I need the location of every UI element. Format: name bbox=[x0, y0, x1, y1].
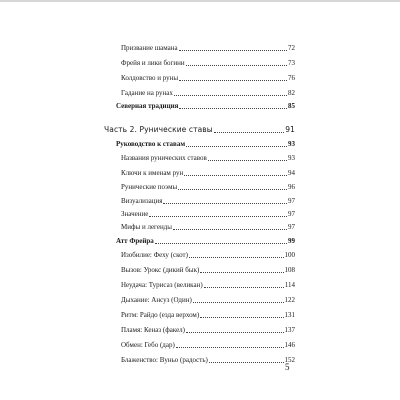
toc-section bbox=[116, 140, 295, 148]
toc-entry-page: 122 bbox=[284, 296, 295, 304]
toc-entry-page: 76 bbox=[288, 74, 295, 82]
toc-section-page: 93 bbox=[288, 140, 295, 148]
toc-entry-title: Пламя: Кеназ (факел) bbox=[121, 326, 186, 334]
toc-entry-page: 72 bbox=[288, 44, 295, 52]
toc-entry-title: Ритм: Райдо (езда верхом) bbox=[121, 311, 200, 319]
toc-section-page: 85 bbox=[288, 102, 295, 110]
toc-leader bbox=[209, 362, 284, 363]
toc-entry-page: 100 bbox=[284, 251, 295, 259]
toc-entry bbox=[121, 296, 295, 304]
toc-entry-title: Названия рунических ставов bbox=[121, 154, 207, 162]
toc-entry bbox=[121, 341, 295, 349]
toc-entry-page: 96 bbox=[288, 183, 295, 191]
toc-leader bbox=[186, 65, 287, 66]
toc-leader bbox=[204, 287, 284, 288]
toc-part-title: Часть 2. Рунические ставы bbox=[104, 125, 213, 134]
toc-part-page: 91 bbox=[285, 125, 295, 134]
toc-entry-page: 94 bbox=[288, 169, 295, 177]
toc-entry-page: 73 bbox=[288, 59, 295, 67]
toc-entry-title: Изобилие: Феху (скот) bbox=[121, 251, 188, 259]
toc-leader bbox=[208, 160, 287, 161]
toc-entry bbox=[121, 183, 295, 191]
toc-entry-page: 114 bbox=[284, 281, 295, 289]
toc-entry bbox=[121, 169, 295, 177]
toc-entry-page: 131 bbox=[284, 311, 295, 319]
toc-entry bbox=[121, 89, 295, 97]
toc-leader bbox=[200, 272, 283, 273]
toc-entry-title: Значение bbox=[121, 210, 149, 218]
toc-entry-title: Ключи к именам рун bbox=[121, 169, 184, 177]
toc-entry-page: 137 bbox=[284, 326, 295, 334]
toc-entry-title: Неудача: Турисаз (великан) bbox=[121, 281, 203, 289]
toc-entry bbox=[121, 197, 295, 205]
toc-leader bbox=[193, 302, 284, 303]
toc-entry-page: 108 bbox=[284, 266, 295, 274]
toc-leader bbox=[200, 317, 283, 318]
toc-leader bbox=[174, 95, 287, 96]
toc-leader bbox=[176, 347, 284, 348]
toc-entry bbox=[121, 74, 295, 82]
toc-entry-page: 152 bbox=[284, 356, 295, 364]
toc-entry bbox=[121, 356, 295, 364]
toc-section bbox=[116, 237, 295, 245]
toc-entry-title: Призвание шамана bbox=[121, 44, 178, 52]
toc-entry bbox=[121, 266, 295, 274]
toc-entry bbox=[121, 251, 295, 259]
toc-entry-title: Гадание на рунах bbox=[121, 89, 173, 97]
toc-leader bbox=[186, 332, 283, 333]
toc-entry bbox=[121, 223, 295, 231]
toc-leader bbox=[173, 229, 287, 230]
toc-entry-title: Обмен: Гебо (дар) bbox=[121, 341, 175, 349]
toc-leader bbox=[179, 50, 287, 51]
toc-entry-page: 146 bbox=[284, 341, 295, 349]
toc-entry-title: Вызов: Урокс (дикий бык) bbox=[121, 266, 200, 274]
toc-leader bbox=[189, 257, 284, 258]
toc-entry bbox=[121, 59, 295, 67]
toc-leader bbox=[179, 80, 287, 81]
toc-entry-page: 97 bbox=[288, 210, 295, 218]
toc-entry-title: Блаженство: Вуньо (радость) bbox=[121, 356, 208, 364]
toc-part bbox=[104, 126, 295, 134]
toc-leader bbox=[149, 216, 287, 217]
toc-leader bbox=[178, 189, 287, 190]
toc-entry-page: 97 bbox=[288, 223, 295, 231]
toc-entry-page: 97 bbox=[288, 197, 295, 205]
page-number: 5 bbox=[285, 362, 290, 372]
toc-leader bbox=[184, 175, 287, 176]
toc-section-title: Северная традиция bbox=[116, 102, 179, 110]
toc-entry-title: Колдовство и руны bbox=[121, 74, 179, 82]
toc-leader bbox=[155, 243, 287, 244]
toc-entry-title: Фрейя и лики богини bbox=[121, 59, 185, 67]
toc-entry-title: Дыхание: Ансуз (Один) bbox=[121, 296, 192, 304]
toc-leader bbox=[179, 108, 287, 109]
toc-leader bbox=[214, 132, 284, 133]
toc-entry bbox=[121, 210, 295, 218]
toc-leader bbox=[186, 146, 287, 147]
toc-leader bbox=[163, 203, 287, 204]
toc-section bbox=[116, 102, 295, 110]
toc-section-title: Руководство к ставам bbox=[116, 140, 186, 148]
toc-entry bbox=[121, 281, 295, 289]
toc-entry bbox=[121, 326, 295, 334]
toc-entry bbox=[121, 154, 295, 162]
toc-section-page: 99 bbox=[288, 237, 295, 245]
toc-entry-title: Визуализация bbox=[121, 197, 163, 205]
toc-entry bbox=[121, 44, 295, 52]
toc-entry-page: 93 bbox=[288, 154, 295, 162]
toc-section-title: Атт Фрейра bbox=[116, 237, 154, 245]
toc-entry bbox=[121, 311, 295, 319]
toc-entry-title: Рунические поэмы bbox=[121, 183, 178, 191]
toc-entry-page: 82 bbox=[288, 89, 295, 97]
toc-entry-title: Мифы и легенды bbox=[121, 223, 172, 231]
